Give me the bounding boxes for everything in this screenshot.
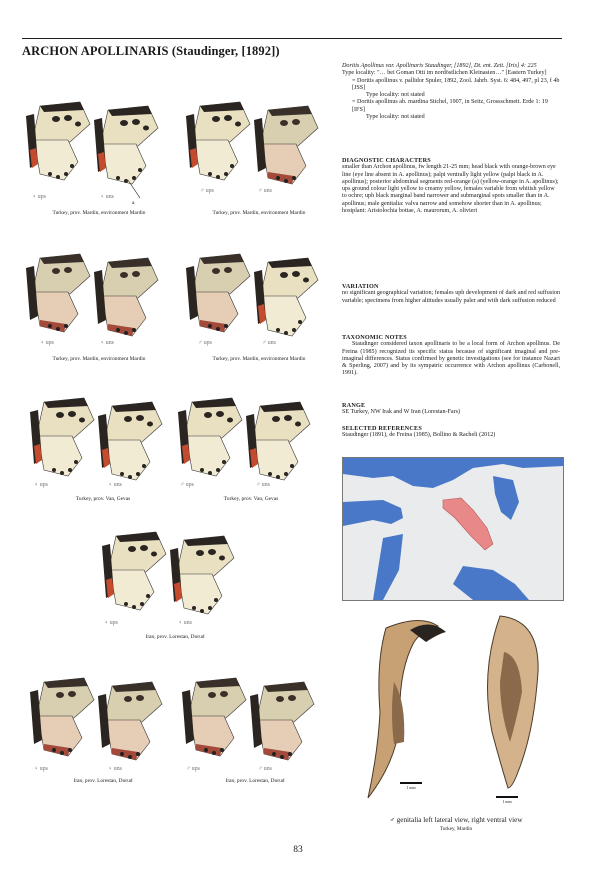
specimen-label: ♂ uns — [258, 188, 272, 194]
specimen-label: ♂ ups — [198, 340, 212, 346]
specimen-photo-mardin-female — [24, 100, 174, 200]
specimen-photo-lorestan-male — [180, 676, 330, 771]
synonymy-line: Doritis Apollinus var. Apollinaris Staudinger, [1892], Dt. ent. Zeit. [Iris] 4: 225 — [342, 63, 537, 69]
section-text: Staudinger considered taxon apollinaris to be a local form of Archon apollinus. De Freina (1985) recognized its specific status because of significant imaginal and pre-imaginal differences. Status confirmed by genetic investigations (see for instance Nazari & Sperling, 2007) and by its sympatric occurrence with Archon apollinus (Carbonell, 1991). — [342, 341, 560, 377]
specimen-label: ♀ uns — [100, 340, 114, 346]
specimen-label: ♀ uns — [178, 620, 192, 626]
specimen-label: ♀ uns — [108, 766, 122, 772]
scale-bar-ventral — [496, 796, 518, 804]
specimen-label: ♀ ups — [34, 482, 48, 488]
specimen-label: ♂ uns — [258, 766, 272, 772]
specimen-label: ♀ uns — [100, 194, 114, 200]
plate-caption: Turkey, prov. Mardin, environment Mardin — [212, 210, 306, 216]
section-heading: DIAGNOSTIC CHARACTERS — [342, 157, 431, 164]
section-heading: SELECTED REFERENCES — [342, 425, 422, 432]
specimen-photo-mardin-male-2 — [184, 252, 334, 347]
specimen-label: ♀ ups — [104, 620, 118, 626]
specimen-photo-van-female — [28, 396, 178, 491]
synonymy-block — [342, 63, 560, 121]
genitalia-lateral-view — [368, 620, 446, 798]
specimen-label: ♂ ups — [186, 766, 200, 772]
plate-caption: Turkey, prov. Van, Gevas — [223, 496, 279, 502]
scale-bar-lateral — [400, 782, 422, 790]
synonymy-line: = Doritis apollinus v. pallidor Spuler, 1892, Zool. Jahrb. Syst. 6: 484, 497, pl 23, f 4b [JSS] — [352, 77, 560, 91]
genitalia-ventral-view — [488, 616, 539, 788]
section-text: smaller than Archon apollinus, fw length 21-25 mm; head black with orange-brown eye line (eye line absent in A. apollinus); palpi ventrally light yellow (palpi black in A. apollinus); posterior abdominal segments red-orange (a) (yellow-orange in A. apollinus); ups ground colour light yellow to creamy yellow, females variable from whitish yellow to ochre; uph black marginal band narrower and submarginal spots smaller than in A. apollinus; male genitalia: valva narrow and somehow shorter than in A. apollinus; hostplant: Aristolochia bottae, A. maurorum, A. olivieri — [342, 164, 559, 215]
specimen-photo-lorestan-female-2 — [28, 676, 178, 771]
specimen-photo-van-male — [176, 396, 326, 491]
plate-caption: Iran, prov. Lorestan, Dorud — [145, 634, 205, 640]
section-heading: VARIATION — [342, 283, 379, 290]
plate-caption: Iran, prov. Lorestan, Dorud — [73, 778, 133, 784]
header-rule — [22, 38, 562, 39]
synonymy-line: Type locality: not stated — [366, 92, 425, 99]
specimen-label: ♀ ups — [34, 766, 48, 772]
plate-caption: Turkey, prov. Mardin, environment Mardin — [52, 356, 146, 362]
abdomen-marker: a — [132, 200, 135, 206]
specimen-label: ♂ ups — [200, 188, 214, 194]
plate-caption: Turkey, prov. Van, Gevas — [75, 496, 131, 502]
specimen-photo-lorestan-female — [100, 530, 250, 625]
section-text: Staudinger (1891), de Freina (1985), Bollino & Racheli (2012) — [342, 432, 496, 439]
scale-label: 1 mm — [502, 798, 512, 804]
references-section — [342, 425, 560, 440]
genitalia-photos — [350, 612, 560, 812]
synonymy-line: Type locality: "… bei Goman Otti im nordöstlichen Kleinasien…" [Eastern Turkey] — [342, 70, 547, 77]
scale-label: 1 mm — [406, 784, 416, 790]
specimen-label: ♀ ups — [40, 340, 54, 346]
genitalia-caption: ♂ genitalia left lateral view, right ventral view — [389, 816, 523, 824]
specimen-label: ♂ uns — [262, 340, 276, 346]
plate-caption: Turkey, prov. Mardin, environment Mardin — [52, 210, 146, 216]
section-heading: RANGE — [342, 402, 366, 409]
specimen-label: ♀ ups — [32, 194, 46, 200]
section-text: no significant geographical variation; females uph development of dark and red suffusion variable; specimens from higher altitudes usually paler and with dark suffusion reduced — [342, 290, 561, 304]
taxonomic-section — [342, 334, 560, 378]
specimen-photo-mardin-female-2 — [24, 252, 174, 347]
plate-caption: Iran, prov. Lorestan, Dorud — [225, 778, 285, 784]
genitalia-locality: Turkey, Mardin — [439, 826, 473, 832]
section-text: SE Turkey, NW Irak and W Iran (Lorestan-Fars) — [342, 409, 461, 416]
range-section — [342, 402, 560, 417]
specimen-label: ♀ uns — [108, 482, 122, 488]
variation-section — [342, 283, 560, 305]
specimen-photo-mardin-male — [184, 100, 334, 195]
synonymy-line: = Doritis apollinus ab. mardina Stichel, 1907, in Seitz, Grossschmett. Erde 1: 19 [IFS] — [352, 99, 548, 113]
plate-caption: Turkey, prov. Mardin, environment Mardin — [212, 356, 306, 362]
section-heading: TAXONOMIC NOTES — [342, 334, 407, 341]
synonymy-line: Type locality: not stated — [366, 114, 425, 121]
pointer-line — [128, 180, 140, 198]
diagnostic-section — [342, 157, 560, 215]
range-map — [342, 457, 564, 601]
page-title: ARCHON APOLLINARIS (Staudinger, [1892]) — [22, 44, 280, 58]
page-number: 83 — [293, 845, 303, 855]
specimen-label: ♂ ups — [180, 482, 194, 488]
specimen-label: ♂ uns — [256, 482, 270, 488]
